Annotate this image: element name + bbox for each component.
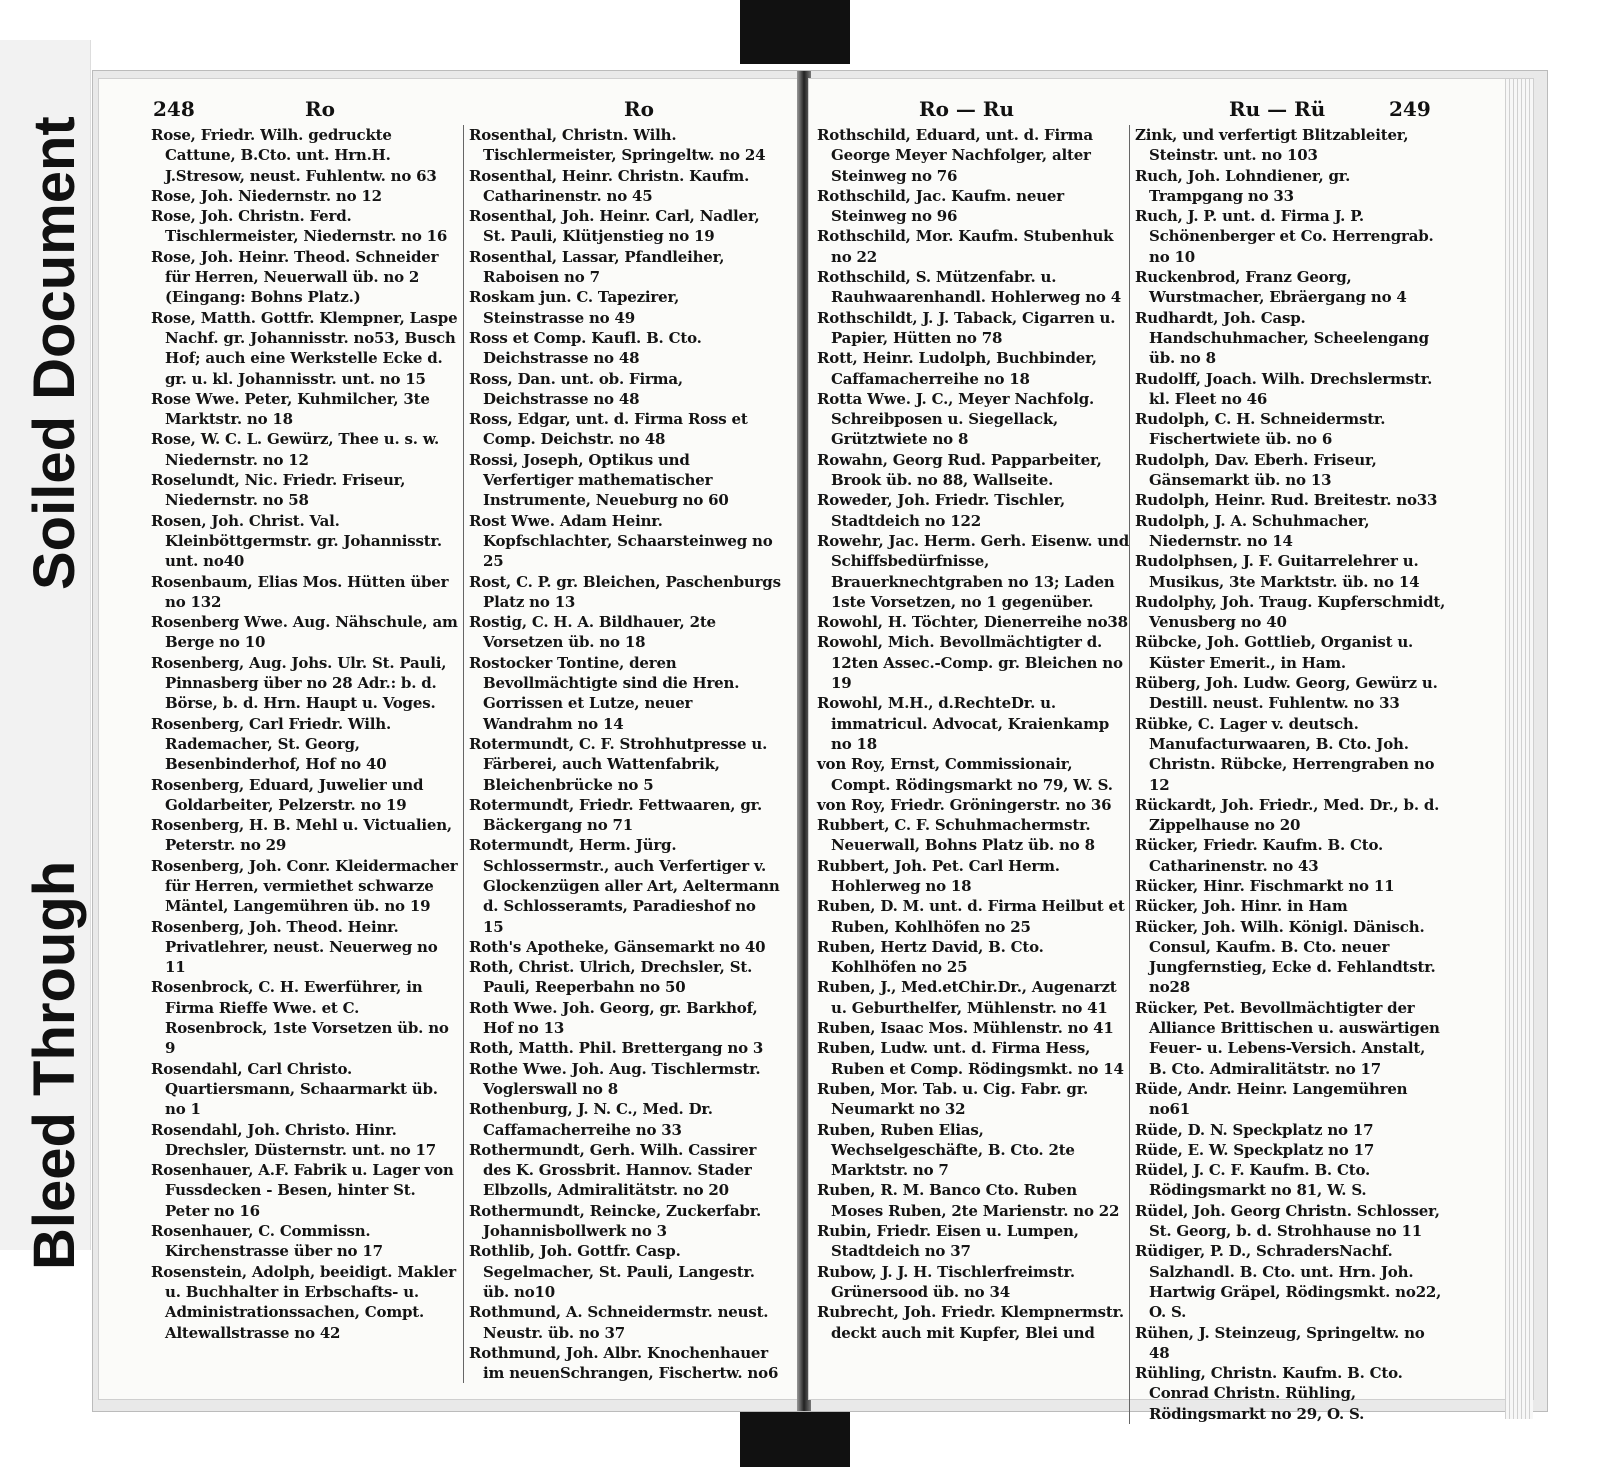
directory-entry: Rücker, Hinr. Fischmarkt no 11 [1135, 876, 1395, 895]
directory-entry: Ruch, Joh. Lohndiener, gr. Trampgang no 33 [1135, 166, 1351, 205]
directory-entry: Rothe Wwe. Joh. Aug. Tischlermstr. Voglerswall no 8 [469, 1059, 761, 1098]
directory-entry: Rosenbrock, C. H. Ewerführer, in Firma Rieffe Wwe. et C. Rosenbrock, 1ste Vorsetzen üb. no 9 [151, 978, 449, 1058]
directory-entry: Rothschildt, J. J. Taback, Cigarren u. Papier, Hütten no 78 [817, 308, 1116, 347]
directory-entry: Rose, Joh. Heinr. Theod. Schneider für Herren, Neuerwall üb. no 2 (Eingang: Bohns Platz.) [151, 247, 439, 307]
directory-entry: Rübcke, Joh. Gottlieb, Organist u. Küster Emerit., in Ham. [1135, 633, 1414, 672]
directory-entry: Rühen, J. Steinzeug, Springeltw. no 48 [1135, 1323, 1425, 1362]
directory-entry: Rothermundt, Reincke, Zuckerfabr. Johannisbollwerk no 3 [469, 1201, 762, 1241]
directory-entry: Rubow, J. J. H. Tischlerfreimstr. Grünersood üb. no 34 [817, 1262, 1075, 1301]
directory-entry: Roselundt, Nic. Friedr. Friseur, Niedernstr. no 58 [151, 471, 406, 510]
directory-entry: Rothmund, Joh. Albr. Knochenhauer im neuenSchrangen, Fischertw. no6 [469, 1343, 779, 1383]
directory-entry: Rosenberg, Eduard, Juwelier und Goldarbeiter, Pelzerstr. no 19 [151, 775, 424, 814]
left-page-number: 248 [153, 97, 195, 121]
directory-entry: Rothschild, S. Mützenfabr. u. Rauhwaarenhandl. Hohlerweg no 4 [817, 268, 1121, 307]
watermark-strip [0, 40, 91, 1270]
soiled-document-label: Soiled Document [22, 116, 87, 590]
directory-entry: Rose, W. C. L. Gewürz, Thee u. s. w. Niedernstr. no 12 [151, 430, 440, 469]
right-page-number: 249 [1389, 97, 1431, 121]
directory-entry: Rüde, E. W. Speckplatz no 17 [1135, 1140, 1375, 1159]
directory-entry: Rubbert, Joh. Pet. Carl Herm. Hohlerweg no 18 [817, 856, 1060, 895]
directory-entry: Ruben, D. M. unt. d. Firma Heilbut et Ruben, Kohlhöfen no 25 [817, 897, 1125, 936]
directory-entry: Rotermundt, Herm. Jürg. Schlossermstr., auch Verfertiger v. Glockenzügen aller Art, Aeltermann d. Schlosseramts, Paradieshof no 15 [469, 836, 780, 936]
directory-entry: Ruben, Ruben Elias, Wechselgeschäfte, B. Cto. 2te Marktstr. no 7 [817, 1120, 1075, 1180]
directory-entry: Rückardt, Joh. Friedr., Med. Dr., b. d. Zippelhause no 20 [1135, 795, 1440, 835]
directory-entry: Ross et Comp. Kaufl. B. Cto. Deichstrasse no 48 [469, 328, 702, 368]
binding-tab-top [740, 0, 850, 64]
directory-entry: Rosendahl, Joh. Christo. Hinr. Drechsler, Düsternstr. unt. no 17 [151, 1120, 437, 1159]
directory-entry: Ruben, R. M. Banco Cto. Ruben Moses Ruben, 2te Marienstr. no 22 [817, 1181, 1120, 1220]
directory-entry: Rothschild, Mor. Kaufm. Stubenhuk no 22 [817, 227, 1114, 266]
directory-entry: Rudolph, C. H. Schneidermstr. Fischertwiete üb. no 6 [1135, 410, 1386, 449]
directory-entry: Rosenhauer, C. Commissn. Kirchenstrasse über no 17 [151, 1222, 383, 1261]
directory-entry: Rothenburg, J. N. C., Med. Dr. Caffamacherreihe no 33 [469, 1100, 713, 1139]
directory-entry: Rothschild, Eduard, unt. d. Firma George Meyer Nachfolger, alter Steinweg no 76 [817, 126, 1093, 185]
directory-entry: Rübke, C. Lager v. deutsch. Manufacturwaaren, B. Cto. Joh. Christn. Rübcke, Herrengraben no 12 [1135, 714, 1435, 794]
directory-entry: Rosendahl, Carl Christo. Quartiersmann, Schaarmarkt üb. no 1 [151, 1059, 438, 1119]
directory-entry: Rothlib, Joh. Gottfr. Casp. Segelmacher, St. Pauli, Langestr. üb. no10 [469, 1242, 755, 1301]
left-page-head-left: Ro [305, 97, 335, 121]
directory-entry: Rücker, Joh. Hinr. in Ham [1135, 897, 1348, 916]
directory-entry: Rosenberg, Joh. Conr. Kleidermacher für Herren, vermiethet schwarze Mäntel, Langemühren üb. no 19 [151, 856, 458, 916]
directory-entry: Rubbert, C. F. Schuhmachermstr. Neuerwall, Bohns Platz üb. no 8 [817, 816, 1095, 855]
directory-entry: Rosenberg, Joh. Theod. Heinr. Privatlehrer, neust. Neuerweg no 11 [151, 917, 438, 977]
directory-entry: Rudolphy, Joh. Traug. Kupferschmidt, Venusberg no 40 [1135, 592, 1446, 632]
directory-entry: Rüdiger, P. D., SchradersNachf. Salzhandl. B. Cto. unt. Hrn. Joh. Hartwig Gräpel, Rödingsmkt. no22, O. S. [1135, 1242, 1442, 1322]
directory-entry: Rothmund, A. Schneidermstr. neust. Neustr. üb. no 37 [469, 1303, 769, 1342]
bleed-through-label: Bleed Through [22, 860, 87, 1270]
directory-entry: Roth, Matth. Phil. Brettergang no 3 [469, 1039, 764, 1058]
directory-entry: Rudolph, Heinr. Rud. Breitestr. no33 [1135, 491, 1438, 510]
directory-entry: Rossi, Joseph, Optikus und Verfertiger mathematischer Instrumente, Neueburg no 60 [469, 450, 729, 510]
left-column-1 [151, 125, 463, 1343]
directory-entry: Rosenstein, Adolph, beeidigt. Makler u. Buchhalter in Erbschafts- u. Administrationssachen, Compt. Altewallstrasse no 42 [151, 1262, 456, 1342]
page-edge [1505, 79, 1533, 1419]
directory-entry: Rudolph, Dav. Eberh. Friseur, Gänsemarkt üb. no 13 [1135, 450, 1377, 490]
directory-entry: Ruckenbrod, Franz Georg, Wurstmacher, Ebräergang no 4 [1135, 268, 1407, 307]
directory-entry: Rose, Matth. Gottfr. Klempner, Laspe Nachf. gr. Johannisstr. no53, Busch Hof; auch eine Werkstelle Ecke d. gr. u. kl. Johannisstr. unt. no 15 [151, 308, 458, 388]
directory-entry: Rosenberg, H. B. Mehl u. Victualien, Peterstr. no 29 [151, 816, 452, 855]
directory-entry: Rostocker Tontine, deren Bevollmächtigte sind die Hren. Gorrissen et Lutze, neuer Wandrahm no 14 [469, 653, 740, 733]
directory-entry: Ruben, J., Med.etChir.Dr., Augenarzt u. Geburthelfer, Mühlenstr. no 41 [817, 978, 1117, 1017]
directory-entry: Rüberg, Joh. Ludw. Georg, Gewürz u. Destill. neust. Fuhlentw. no 33 [1135, 674, 1438, 713]
directory-entry: Rubin, Friedr. Eisen u. Lumpen, Stadtdeich no 37 [817, 1222, 1079, 1261]
left-column-2 [463, 125, 781, 1383]
right-page [809, 79, 1533, 1423]
directory-entry: Ruben, Mor. Tab. u. Cig. Fabr. gr. Neumarkt no 32 [817, 1079, 1089, 1119]
directory-entry: Rücker, Joh. Wilh. Königl. Dänisch. Consul, Kaufm. B. Cto. neuer Jungfernstieg, Ecke d. Fehlandtstr. no28 [1135, 917, 1436, 997]
directory-entry: Rose Wwe. Peter, Kuhmilcher, 3te Marktstr. no 18 [151, 389, 430, 429]
directory-entry: Ross, Edgar, unt. d. Firma Ross et Comp. Deichstr. no 48 [469, 410, 748, 449]
directory-entry: Rubrecht, Joh. Friedr. Klempnermstr. deckt auch mit Kupfer, Blei und [817, 1303, 1124, 1342]
directory-entry: Roth's Apotheke, Gänsemarkt no 40 [469, 937, 766, 956]
directory-entry: Rotermundt, C. F. Strohhutpresse u. Färberei, auch Wattenfabrik, Bleichenbrücke no 5 [469, 734, 768, 794]
right-page-header [809, 93, 1533, 129]
directory-entry: Ruben, Hertz David, B. Cto. Kohlhöfen no 25 [817, 937, 1044, 977]
right-column-1 [817, 125, 1129, 1343]
directory-entry: Rüdel, Joh. Georg Christn. Schlosser, St. Georg, b. d. Strohhause no 11 [1135, 1201, 1440, 1241]
directory-entry: Ruch, J. P. unt. d. Firma J. P. Schönenberger et Co. Herrengrab. no 10 [1135, 207, 1434, 266]
directory-entry: Rosenthal, Joh. Heinr. Carl, Nadler, St. Pauli, Klütjenstieg no 19 [469, 207, 760, 246]
directory-entry: Rüdel, J. C. F. Kaufm. B. Cto. Rödingsmarkt no 81, W. S. [1135, 1161, 1371, 1200]
left-page-head-right: Ro [624, 97, 654, 121]
directory-entry: Rowehr, Jac. Herm. Gerh. Eisenw. und Schiffsbedürfnisse, Brauerknechtgraben no 13; Laden 1ste Vorsetzen, no 1 gegenüber. [817, 531, 1129, 611]
directory-entry: Rostig, C. H. A. Bildhauer, 2te Vorsetzen üb. no 18 [469, 613, 716, 652]
directory-entry: Rowohl, Mich. Bevollmächtigter d. 12ten Assec.-Comp. gr. Bleichen no 19 [817, 633, 1123, 693]
directory-entry: Ross, Dan. unt. ob. Firma, Deichstrasse no 48 [469, 369, 683, 408]
directory-entry: Rosenthal, Christn. Wilh. Tischlermeister, Springeltw. no 24 [469, 126, 766, 165]
right-page-head-right: Ru — Rü [1229, 97, 1326, 121]
directory-entry: Rudhardt, Joh. Casp. Handschuhmacher, Scheelengang üb. no 8 [1135, 308, 1429, 368]
directory-entry: Rüde, D. N. Speckplatz no 17 [1135, 1120, 1374, 1139]
directory-entry: Rosenberg, Aug. Johs. Ulr. St. Pauli, Pinnasberg über no 28 Adr.: b. d. Börse, b. d. Hrn. Haupt u. Voges. [151, 653, 447, 713]
right-column-2 [1129, 125, 1447, 1424]
directory-entry: Rowohl, H. Töchter, Dienerreihe no38 [817, 613, 1128, 632]
directory-entry: Rost, C. P. gr. Bleichen, Paschenburgs Platz no 13 [469, 572, 781, 611]
directory-entry: Rühling, Christn. Kaufm. B. Cto. Conrad Christn. Rühling, Rödingsmarkt no 29, O. S. [1135, 1364, 1403, 1423]
left-page [99, 79, 799, 1399]
directory-entry: Rott, Heinr. Ludolph, Buchbinder, Caffamacherreihe no 18 [817, 349, 1097, 388]
directory-entry: Rose, Joh. Niedernstr. no 12 [151, 186, 382, 205]
right-page-head-left: Ro — Ru [919, 97, 1015, 121]
directory-entry: Ruben, Isaac Mos. Mühlenstr. no 41 [817, 1019, 1114, 1038]
directory-entry: Roth Wwe. Joh. Georg, gr. Barkhof, Hof no 13 [469, 998, 758, 1038]
directory-entry: Rotermundt, Friedr. Fettwaaren, gr. Bäckergang no 71 [469, 795, 762, 835]
directory-entry: Roskam jun. C. Tapezirer, Steinstrasse no 49 [469, 288, 680, 327]
directory-entry: Rothermundt, Gerh. Wilh. Cassirer des K. Grossbrit. Hannov. Stader Elbzolls, Admiralitätstr. no 20 [469, 1140, 757, 1200]
directory-entry: Ruben, Ludw. unt. d. Firma Hess, Ruben et Comp. Rödingsmkt. no 14 [817, 1039, 1124, 1078]
directory-entry: Rowohl, M.H., d.RechteDr. u. immatricul. Advocat, Kraienkamp no 18 [817, 694, 1110, 753]
book-scan [92, 70, 1548, 1423]
directory-entry: von Roy, Friedr. Gröningerstr. no 36 [817, 795, 1112, 814]
directory-entry: Rosenbaum, Elias Mos. Hütten über no 132 [151, 572, 449, 611]
directory-entry: Rowahn, Georg Rud. Papparbeiter, Brook üb. no 88, Wallseite. [817, 450, 1102, 490]
directory-entry: Rosenthal, Lassar, Pfandleiher, Raboisen no 7 [469, 247, 725, 287]
directory-entry: Rose, Joh. Christn. Ferd. Tischlermeister, Niedernstr. no 16 [151, 207, 448, 246]
directory-entry: Rost Wwe. Adam Heinr. Kopfschlachter, Schaarsteinweg no 25 [469, 511, 773, 571]
directory-entry: Rosenberg Wwe. Aug. Nähschule, am Berge no 10 [151, 613, 458, 652]
directory-entry: Roth, Christ. Ulrich, Drechsler, St. Pauli, Reeperbahn no 50 [469, 958, 753, 997]
directory-entry: Rose, Friedr. Wilh. gedruckte Cattune, B.Cto. unt. Hrn.H. J.Stresow, neust. Fuhlentw. no 63 [151, 126, 437, 185]
directory-entry: Rudolff, Joach. Wilh. Drechslermstr. kl. Fleet no 46 [1135, 369, 1433, 408]
directory-entry: Rüde, Andr. Heinr. Langemühren no61 [1135, 1079, 1408, 1119]
directory-entry: Rosenhauer, A.F. Fabrik u. Lager von Fussdecken - Besen, hinter St. Peter no 16 [151, 1161, 454, 1220]
directory-entry: Rudolph, J. A. Schuhmacher, Niedernstr. no 14 [1135, 511, 1370, 550]
directory-entry: Roweder, Joh. Friedr. Tischler, Stadtdeich no 122 [817, 491, 1066, 530]
directory-entry: Rotta Wwe. J. C., Meyer Nachfolg. Schreibposen u. Siegellack, Grütztwiete no 8 [817, 389, 1095, 449]
directory-entry: Rücker, Friedr. Kaufm. B. Cto. Catharinenstr. no 43 [1135, 836, 1384, 875]
directory-entry: Rosen, Joh. Christ. Val. Kleinböttgermstr. gr. Johannisstr. unt. no40 [151, 511, 442, 571]
directory-entry: Rosenberg, Carl Friedr. Wilh. Rademacher, St. Georg, Besenbinderhof, Hof no 40 [151, 714, 392, 774]
directory-entry: Zink, und verfertigt Blitzableiter, Steinstr. unt. no 103 [1135, 126, 1409, 165]
directory-entry: von Roy, Ernst, Commissionair, Compt. Rödingsmarkt no 79, W. S. [817, 755, 1113, 794]
directory-entry: Rosenthal, Heinr. Christn. Kaufm. Catharinenstr. no 45 [469, 166, 750, 205]
directory-entry: Rothschild, Jac. Kaufm. neuer Steinweg no 96 [817, 186, 1064, 226]
directory-entry: Rudolphsen, J. F. Guitarrelehrer u. Musikus, 3te Marktstr. üb. no 14 [1135, 552, 1420, 591]
left-page-header [99, 93, 799, 129]
directory-entry: Rücker, Pet. Bevollmächtigter der Alliance Brittischen u. auswärtigen Feuer- u. Lebens-Versich. Anstalt, B. Cto. Admiralitätstr. no 17 [1135, 998, 1440, 1078]
